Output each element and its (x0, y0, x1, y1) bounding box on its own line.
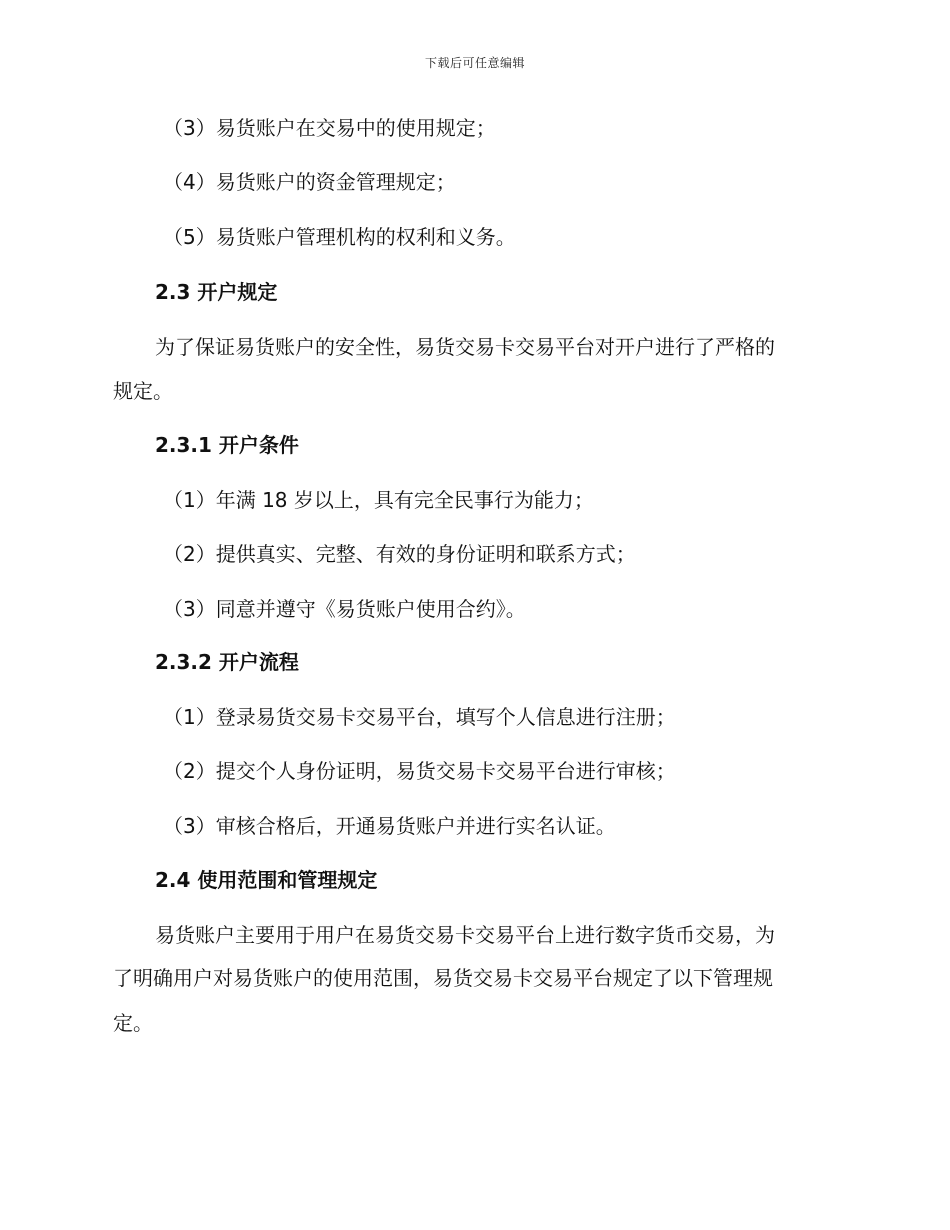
list-item-agree-contract: （3）同意并遵守《易货账户使用合约》。 (163, 597, 526, 621)
list-item-identity-proof: （2）提供真实、完整、有效的身份证明和联系方式； (163, 542, 636, 566)
section-heading-opening-process: 2.3.2 开户流程 (155, 650, 299, 674)
list-item-usage-rules: （3）易货账户在交易中的使用规定； (163, 116, 496, 140)
list-item-fund-rules: （4）易货账户的资金管理规定； (163, 170, 456, 194)
paragraph-usage-scope-line2: 了明确用户对易货账户的使用范围，易货交易卡交易平台规定了以下管理规 (113, 966, 773, 990)
list-item-activate-account: （3）审核合格后，开通易货账户并进行实名认证。 (163, 814, 616, 838)
section-heading-opening-conditions: 2.3.1 开户条件 (155, 433, 299, 457)
list-item-register: （1）登录易货交易卡交易平台，填写个人信息进行注册； (163, 705, 676, 729)
section-heading-account-opening: 2.3 开户规定 (155, 280, 278, 304)
paragraph-account-opening-line2: 规定。 (113, 379, 173, 403)
paragraph-account-opening-line1: 为了保证易货账户的安全性，易货交易卡交易平台对开户进行了严格的 (155, 335, 775, 359)
paragraph-usage-scope-line1: 易货账户主要用于用户在易货交易卡交易平台上进行数字货币交易，为 (155, 923, 775, 947)
paragraph-usage-scope-line3: 定。 (113, 1011, 153, 1035)
section-heading-usage-scope: 2.4 使用范围和管理规定 (155, 868, 378, 892)
page-header-note: 下载后可任意编辑 (424, 56, 525, 70)
list-item-rights-duties: （5）易货账户管理机构的权利和义务。 (163, 225, 516, 249)
list-item-submit-review: （2）提交个人身份证明，易货交易卡交易平台进行审核； (163, 759, 676, 783)
list-item-age-requirement: （1）年满 18 岁以上，具有完全民事行为能力； (163, 488, 594, 512)
